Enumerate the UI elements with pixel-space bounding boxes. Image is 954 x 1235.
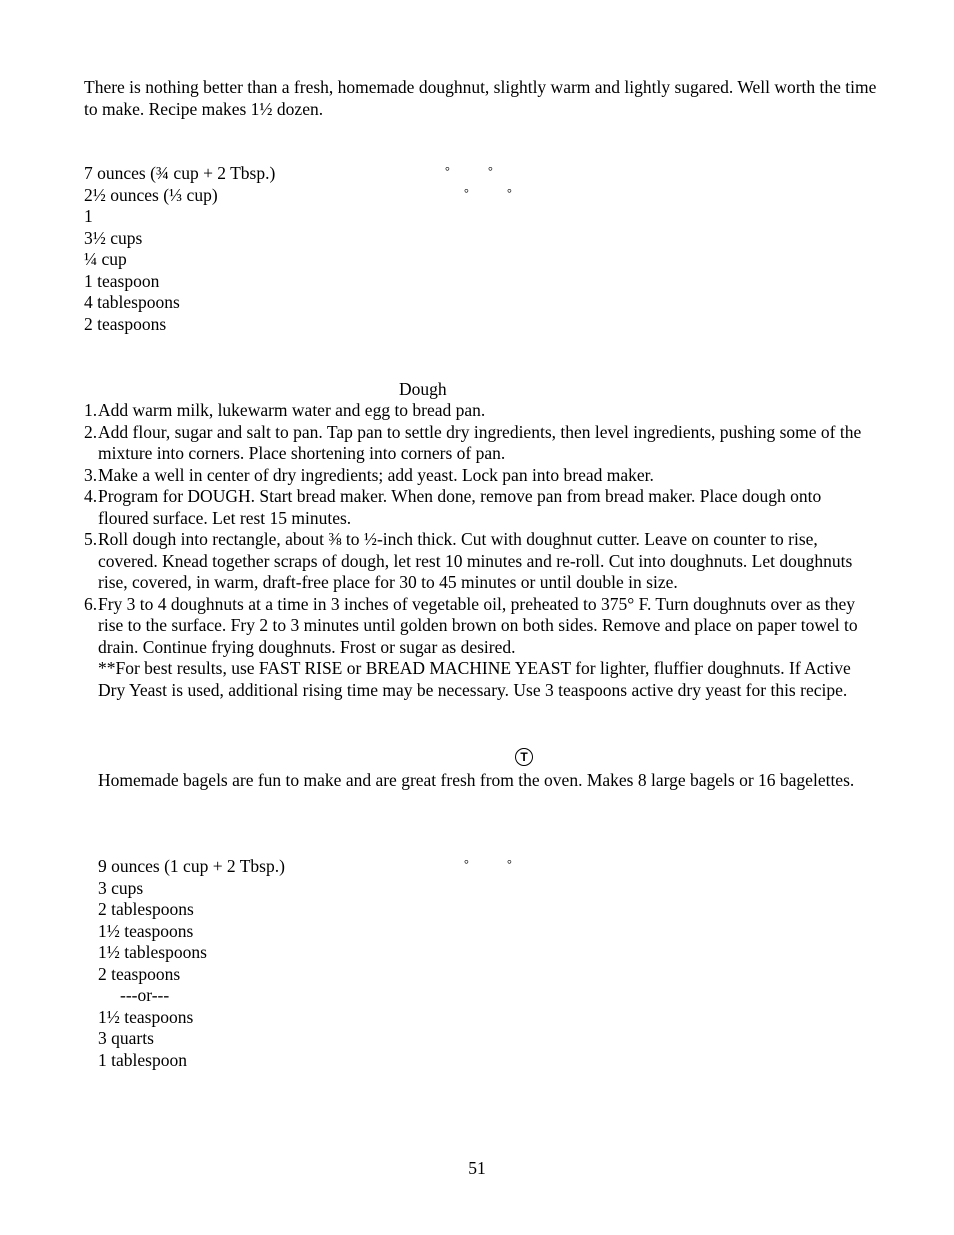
amount-line: 1 bbox=[84, 206, 93, 226]
doughnut-ingredient-amounts bbox=[84, 163, 414, 335]
bagel-intro: Homemade bagels are fun to make and are great fresh from the oven. Makes 8 large bagels or 16 bagelettes. bbox=[98, 770, 855, 790]
doughnut-intro: There is nothing better than a fresh, homemade doughnut, slightly warm and lightly sugared. Well worth the time to make. Recipe makes 1½ dozen. bbox=[84, 77, 877, 119]
bagel-ingredient-amounts bbox=[98, 856, 428, 1071]
doughnut-steps bbox=[84, 400, 874, 658]
amount-line: 9 ounces (1 cup + 2 Tbsp.) bbox=[98, 856, 285, 876]
step-item: 1. Add warm milk, lukewarm water and egg to bread pan. bbox=[84, 400, 486, 420]
degree-mark: ° bbox=[464, 186, 469, 200]
amount-line: 3 cups bbox=[98, 877, 144, 898]
degree-mark: ° bbox=[507, 857, 512, 871]
amount-line: 3½ cups bbox=[84, 227, 143, 248]
amount-line: 7 ounces (¾ cup + 2 Tbsp.) bbox=[84, 163, 276, 183]
amount-line: 3 quarts bbox=[98, 1028, 154, 1048]
amount-line: 1½ teaspoons bbox=[98, 1006, 194, 1027]
or-separator: ---or--- bbox=[120, 985, 170, 1005]
amount-line: 2 tablespoons bbox=[98, 899, 194, 919]
yeast-note: **For best results, use FAST RISE or BREAD MACHINE YEAST for lighter, fluffier doughnuts. If Active Dry Yeast is used, additional rising time may be necessary. Use 3 teaspoons active dry yeast for this recipe. bbox=[98, 658, 851, 700]
step-item: 2. Add flour, sugar and salt to pan. Tap pan to settle dry ingredients, then level ingredients, pushing some of the mixture into corners. Place shortening into corners of pan. bbox=[84, 421, 862, 463]
amount-line: 2 teaspoons bbox=[84, 313, 167, 334]
degree-mark: ° bbox=[445, 164, 450, 178]
amount-line: ¼ cup bbox=[84, 249, 127, 269]
step-item: 5. Roll dough into rectangle, about ⅜ to ½-inch thick. Cut with doughnut cutter. Leave on counter to rise, covered. Knead together scraps of dough, let rest 10 minutes and re-roll. Cut into doughnuts. Let doughnuts rise, covered, in warm, draft-free place for 30 to 45 minutes or until double in size. bbox=[84, 529, 853, 592]
circled-t-icon: T bbox=[515, 748, 533, 766]
step-item: 6. Fry 3 to 4 doughnuts at a time in 3 inches of vegetable oil, preheated to 375° F. Turn doughnuts over as they rise to the surface. Fry 2 to 3 minutes until golden brown on both sides. Remove and place on paper towel to drain. Continue frying doughnuts. Frost or sugar as desired. bbox=[84, 593, 858, 657]
degree-mark: ° bbox=[507, 186, 512, 200]
degree-mark: ° bbox=[464, 857, 469, 871]
amount-line: 1 tablespoon bbox=[98, 1049, 187, 1070]
step-item: 4. Program for DOUGH. Start bread maker. When done, remove pan from bread maker. Place dough onto floured surface. Let rest 15 minutes. bbox=[84, 486, 822, 528]
amount-line: 2 teaspoons bbox=[98, 963, 181, 984]
section-heading-dough: Dough bbox=[399, 379, 447, 399]
degree-mark: ° bbox=[488, 164, 493, 178]
amount-line: 1½ tablespoons bbox=[98, 942, 207, 962]
step-item: 3. Make a well in center of dry ingredients; add yeast. Lock pan into bread maker. bbox=[84, 464, 654, 485]
page-number: 51 bbox=[468, 1158, 486, 1178]
amount-line: 1 teaspoon bbox=[84, 270, 160, 291]
amount-line: 2½ ounces (⅓ cup) bbox=[84, 184, 218, 205]
amount-line: 4 tablespoons bbox=[84, 292, 180, 312]
amount-line: 1½ teaspoons bbox=[98, 920, 194, 941]
